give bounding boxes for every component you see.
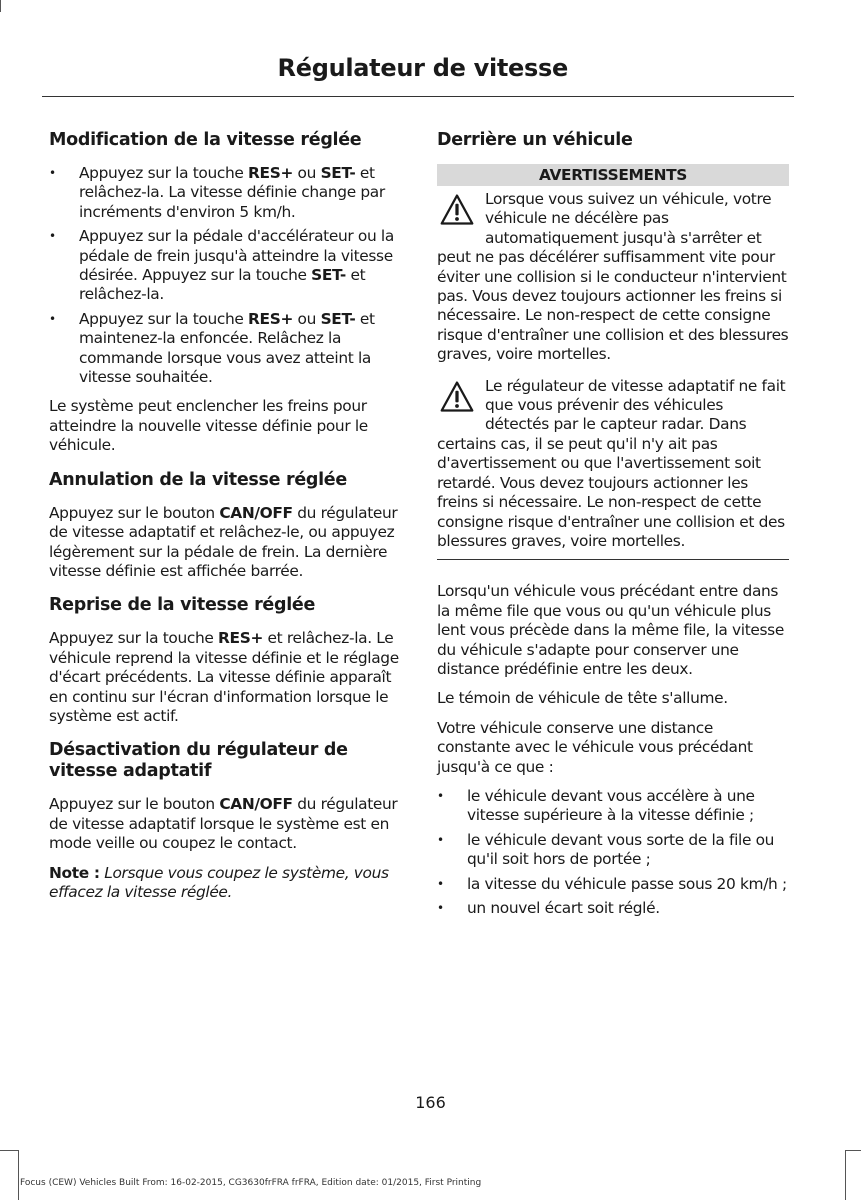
left-column bbox=[49, 130, 401, 912]
crop-mark bbox=[0, 0, 1, 12]
crop-mark bbox=[0, 1150, 18, 1151]
warning-triangle-icon bbox=[439, 379, 475, 415]
list-item: • Appuyez sur la pédale d'accélérateur ou la pédale de frein jusqu'à atteindre la vitesse désirée. Appuyez sur la touche SET- et relâchez-la. bbox=[49, 227, 401, 305]
warning-divider bbox=[437, 559, 789, 560]
list-item: • la vitesse du véhicule passe sous 20 km/h ; bbox=[437, 875, 789, 894]
list-item: • Appuyez sur la touche RES+ ou SET- et relâchez-la. La vitesse définie change par incréments d'environ 5 km/h. bbox=[49, 164, 401, 222]
note: Note : Lorsque vous coupez le système, vous effacez la vitesse réglée. bbox=[49, 863, 389, 901]
warning-text: Lorsque vous suivez un véhicule, votre véhicule ne décélère pas automatiquement jusqu'à s'arrêter et peut ne pas décélérer suffisamment vite pour éviter une collision si le conducteur n'intervient pas. Vous devez toujours actionner les freins si nécessaire. Le non-respect de cette consigne risque d'entraîner une collision et des blessures graves, voire mortelles. bbox=[437, 190, 789, 364]
page-title: Régulateur de vitesse bbox=[277, 54, 568, 82]
list-item: • le véhicule devant vous sorte de la file ou qu'il soit hors de portée ; bbox=[437, 831, 789, 870]
section-heading: Modification de la vitesse réglée bbox=[49, 130, 362, 150]
list-item: • Appuyez sur la touche RES+ ou SET- et maintenez-la enfoncée. Relâchez la commande lorsque vous avez atteint la vitesse souhaitée. bbox=[49, 310, 401, 388]
section-heading: Annulation de la vitesse réglée bbox=[49, 469, 347, 490]
page-number: 166 bbox=[415, 1093, 446, 1112]
footer-text: Focus (CEW) Vehicles Built From: 16-02-2015, CG3630frFRA frFRA, Edition date: 01/2015, First Printing bbox=[20, 1178, 482, 1188]
list-item: • le véhicule devant vous accélère à une vitesse supérieure à la vitesse définie ; bbox=[437, 787, 789, 826]
section-heading: Désactivation du régulateur de vitesse adaptatif bbox=[49, 740, 348, 782]
paragraph: Le système peut enclencher les freins pour atteindre la nouvelle vitesse définie pour le véhicule. bbox=[49, 397, 368, 455]
warnings-banner: AVERTISSEMENTS bbox=[437, 164, 789, 186]
bullet-list bbox=[437, 787, 789, 918]
warning-triangle-icon bbox=[439, 192, 475, 228]
paragraph: Appuyez sur le bouton CAN/OFF du régulateur de vitesse adaptatif lorsque le système est en mode veille ou coupez le contact. bbox=[49, 795, 398, 853]
crop-mark bbox=[845, 1150, 861, 1151]
list-item: • un nouvel écart soit réglé. bbox=[437, 899, 789, 918]
paragraph: Lorsqu'un véhicule vous précédant entre dans la même file que vous ou qu'un véhicule plus lent vous précède dans la même file, la vitesse du véhicule s'adapte pour conserver une distance prédéfinie entre les deux. bbox=[437, 582, 784, 678]
section-heading: Derrière un véhicule bbox=[437, 130, 633, 150]
warning-block bbox=[437, 190, 789, 365]
header-divider bbox=[42, 96, 794, 97]
crop-mark bbox=[18, 1150, 19, 1200]
section-heading: Reprise de la vitesse réglée bbox=[49, 595, 316, 616]
bullet-list bbox=[49, 164, 401, 387]
paragraph: Le témoin de véhicule de tête s'allume. bbox=[437, 689, 728, 708]
right-column bbox=[437, 130, 789, 928]
paragraph: Appuyez sur le bouton CAN/OFF du régulateur de vitesse adaptatif et relâchez-le, ou appuyez légèrement sur la pédale de frein. La dernière vitesse définie est affichée barrée. bbox=[49, 503, 398, 580]
paragraph: Appuyez sur la touche RES+ et relâchez-la. Le véhicule reprend la vitesse définie et le réglage d'écart précédents. La vitesse définie apparaît en continu sur l'écran d'information lorsque le système est actif. bbox=[49, 629, 399, 725]
paragraph: Votre véhicule conserve une distance constante avec le véhicule vous précédant jusqu'à ce que : bbox=[437, 718, 753, 776]
crop-mark bbox=[845, 1150, 846, 1200]
warning-block bbox=[437, 377, 789, 552]
warning-text: Le régulateur de vitesse adaptatif ne fait que vous prévenir des véhicules détectés par le capteur radar. Dans certains cas, il se peut qu'il n'y ait pas d'avertissement ou que l'avertissement soit retardé. Vous devez toujours actionner les freins si nécessaire. Le non-respect de cette consigne risque d'entraîner une collision et des blessures graves, voire mortelles. bbox=[437, 376, 786, 550]
